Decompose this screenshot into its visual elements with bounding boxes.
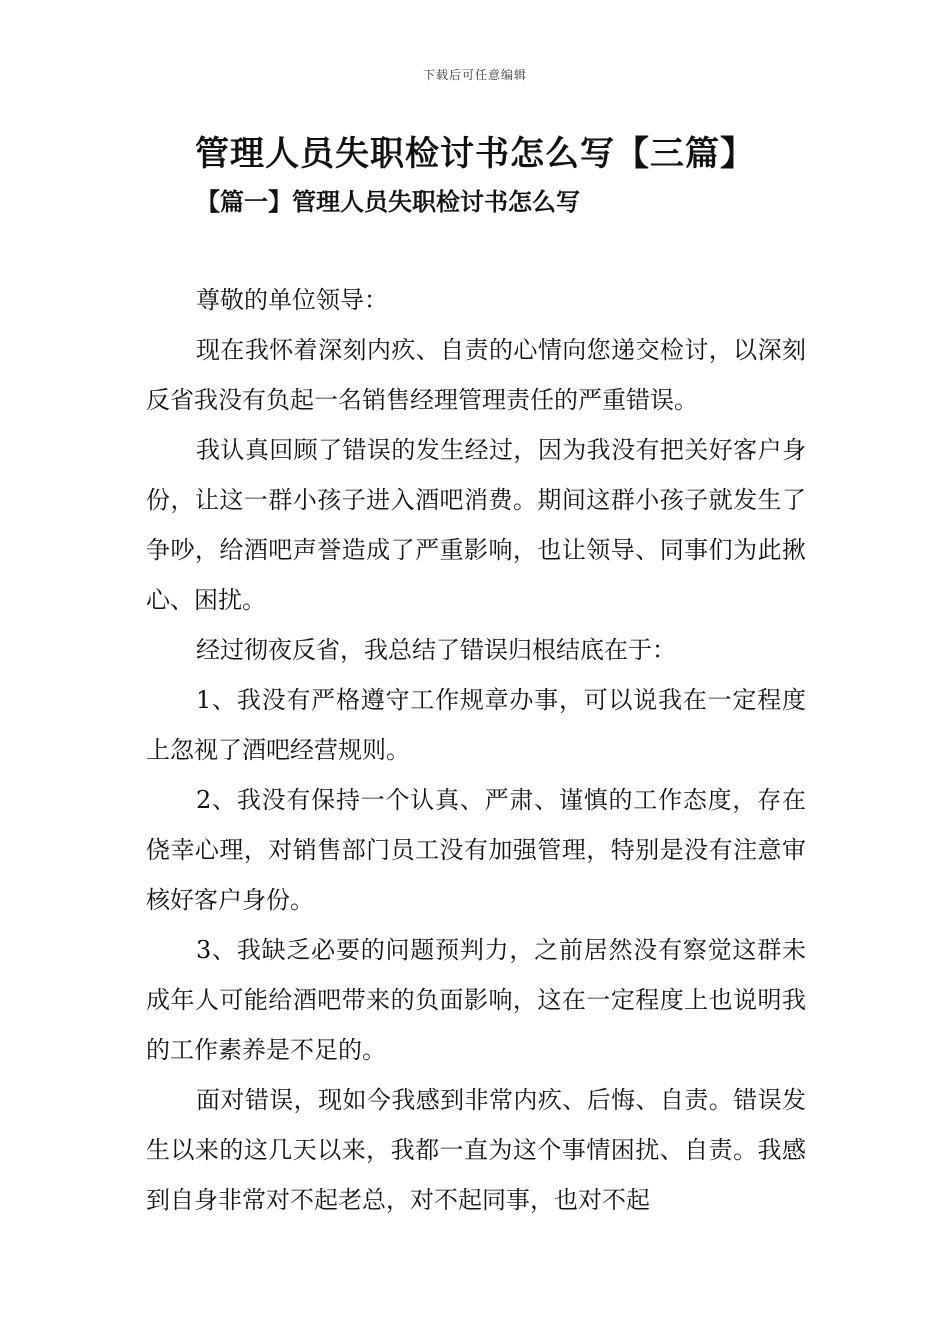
paragraph-point-1: 1、我没有严格遵守工作规章办事，可以说我在一定程度上忽视了酒吧经营规则。 <box>146 686 806 764</box>
paragraph-point-3: 3、我缺乏必要的问题预判力，之前居然没有察觉这群未成年人可能给酒吧带来的负面影响，这在一定程度上也说明我的工作素养是不足的。 <box>146 936 806 1064</box>
document-body <box>146 275 806 1225</box>
paragraph-point-2: 2、我没有保持一个认真、严肃、谨慎的工作态度，存在侥幸心理，对销售部门员工没有加强管理，特别是没有注意审核好客户身份。 <box>146 786 806 914</box>
paragraph-reflection: 面对错误，现如今我感到非常内疚、后悔、自责。错误发生以来的这几天以来，我都一直为这个事情困扰、自责。我感到自身非常对不起老总，对不起同事，也对不起 <box>146 1086 806 1214</box>
salutation: 尊敬的单位领导： <box>196 286 388 314</box>
paragraph-intro: 现在我怀着深刻内疚、自责的心情向您递交检讨，以深刻反省我没有负起一名销售经理管理责任的严重错误。 <box>146 336 806 414</box>
document-title: 管理人员失职检讨书怎么写【三篇】 <box>195 134 755 174</box>
header-note: 下载后可任意编辑 <box>422 68 527 82</box>
section-heading: 【篇一】管理人员失职检讨书怎么写 <box>196 187 580 216</box>
paragraph-review: 我认真回顾了错误的发生经过，因为我没有把关好客户身份，让这一群小孩子进入酒吧消费。期间这群小孩子就发生了争吵，给酒吧声誉造成了严重影响，也让领导、同事们为此揪心、困扰。 <box>146 436 806 614</box>
paragraph-summary: 经过彻夜反省，我总结了错误归根结底在于： <box>196 636 676 664</box>
